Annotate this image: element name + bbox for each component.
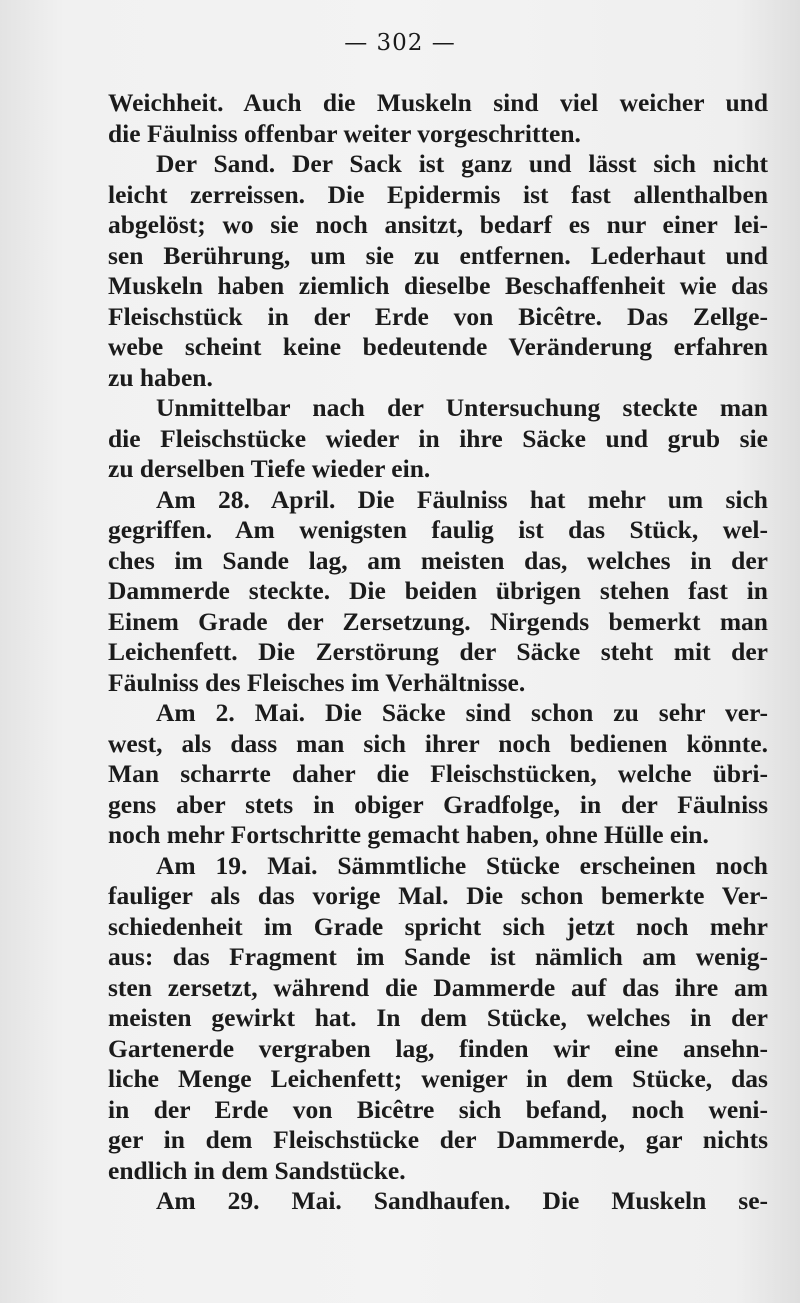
- text-line: zu derselben Tiefe wieder ein.: [108, 454, 431, 483]
- text-line: leicht zerreissen. Die Epidermis ist fast allenthalben: [108, 179, 768, 209]
- text-line: die Fleischstücke wieder in ihre Säcke und grub sie: [108, 423, 768, 453]
- text-line: Dammerde steckte. Die beiden übrigen stehen fast in: [108, 576, 768, 605]
- text-line: Am 2. Mai. Die Säcke sind schon zu sehr ver-: [156, 698, 768, 727]
- text-line: ger in dem Fleischstücke der Dammerde, gar nichts: [108, 1125, 768, 1154]
- text-line: die Fäulniss offenbar weiter vorgeschritten.: [108, 118, 581, 148]
- text-line: west, als dass man sich ihrer noch bedienen könnte.: [108, 728, 768, 758]
- text-line: ches im Sande lag, am meisten das, welches in der: [108, 545, 768, 575]
- text-line: Weichheit. Auch die Muskeln sind viel weicher und: [108, 88, 768, 117]
- text-line: Am 28. April. Die Fäulniss hat mehr um sich: [156, 484, 768, 514]
- text-line: Am 29. Mai. Sandhaufen. Die Muskeln se-: [156, 1186, 768, 1215]
- text-line: abgelöst; wo sie noch ansitzt, bedarf es nur einer lei-: [108, 210, 768, 239]
- text-line: gens aber stets in obiger Gradfolge, in der Fäulniss: [108, 789, 768, 819]
- text-line: noch mehr Fortschritte gemacht haben, ohne Hülle ein.: [108, 820, 709, 849]
- text-line: fauliger als das vorige Mal. Die schon bemerkte Ver-: [108, 881, 768, 910]
- text-line: Man scharrte daher die Fleischstücken, welche übri-: [108, 759, 768, 788]
- text-line: meisten gewirkt hat. In dem Stücke, welches in der: [108, 1003, 768, 1032]
- text-line: Gartenerde vergraben lag, finden wir eine ansehn-: [108, 1033, 768, 1063]
- text-line: zu haben.: [108, 362, 213, 392]
- text-line: in der Erde von Bicêtre sich befand, noch weni-: [108, 1094, 768, 1124]
- text-line: gegriffen. Am wenigsten faulig ist das Stück, wel-: [108, 515, 768, 544]
- text-line: Der Sand. Der Sack ist ganz und lässt sich nicht: [156, 149, 768, 178]
- text-line: aus: das Fragment im Sande ist nämlich am wenig-: [108, 942, 768, 971]
- text-line: Fäulniss des Fleisches im Verhältnisse.: [108, 667, 526, 697]
- text-line: schiedenheit im Grade spricht sich jetzt noch mehr: [108, 911, 768, 941]
- text-line: Einem Grade der Zersetzung. Nirgends bemerkt man: [108, 606, 768, 636]
- text-line: webe scheint keine bedeutende Veränderung erfahren: [108, 332, 768, 361]
- page-body-text: [108, 88, 768, 1217]
- text-line: sen Berührung, um sie zu entfernen. Lederhaut und: [108, 240, 768, 270]
- text-line: Fleischstück in der Erde von Bicêtre. Das Zellge-: [108, 301, 768, 331]
- text-line: liche Menge Leichenfett; weniger in dem Stücke, das: [108, 1064, 768, 1093]
- text-line: endlich in dem Sandstücke.: [108, 1155, 406, 1185]
- text-line: Muskeln haben ziemlich dieselbe Beschaffenheit wie das: [108, 271, 768, 300]
- text-line: sten zersetzt, während die Dammerde auf das ihre am: [108, 972, 768, 1002]
- text-line: Unmittelbar nach der Untersuchung steckte man: [156, 393, 768, 422]
- text-line: Leichenfett. Die Zerstörung der Säcke steht mit der: [108, 637, 768, 666]
- page-number: — 302 —: [344, 30, 456, 56]
- text-line: Am 19. Mai. Sämmtliche Stücke erscheinen noch: [156, 850, 768, 880]
